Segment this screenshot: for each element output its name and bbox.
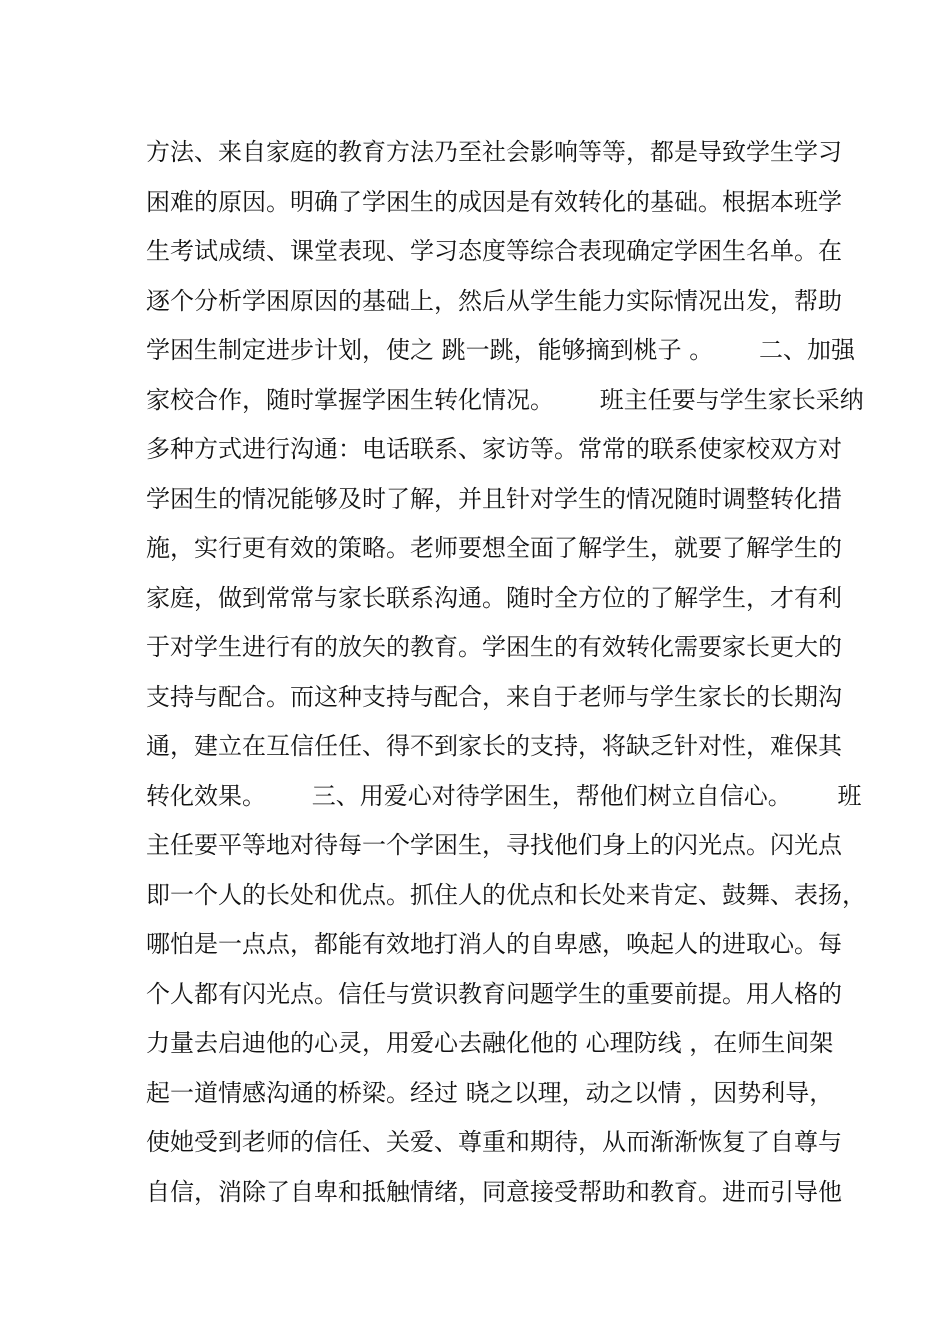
text-line: 方法、来自家庭的教育方法乃至社会影响等等，都是导致学生学习 bbox=[146, 138, 842, 166]
text-line: 学困生的情况能够及时了解，并且针对学生的情况随时调整转化措 bbox=[146, 484, 842, 513]
text-line: 使她受到老师的信任、关爱、尊重和期待，从而渐渐恢复了自尊与 bbox=[146, 1128, 842, 1156]
text-line: 生考试成绩、课堂表现、学习态度等综合表现确定学困生名单。在 bbox=[146, 237, 842, 265]
text-line: 学困生制定进步计划，使之 跳一跳，能够摘到桃子 。 二、加强 bbox=[146, 336, 856, 364]
text-line: 力量去启迪他的心灵，用爱心去融化他的 心理防线 ，在师生间架 bbox=[146, 1029, 834, 1057]
text-line: 转化效果。 三、用爱心对待学困生，帮他们树立自信心。 班 bbox=[146, 781, 862, 810]
text-line: 哪怕是一点点，都能有效地打消人的自卑感，唤起人的进取心。每 bbox=[146, 930, 842, 958]
text-line: 多种方式进行沟通：电话联系、家访等。常常的联系使家校双方对 bbox=[146, 435, 842, 463]
text-line: 逐个分析学困原因的基础上，然后从学生能力实际情况出发，帮助 bbox=[146, 286, 842, 315]
text-line: 支持与配合。而这种支持与配合，来自于老师与学生家长的长期沟 bbox=[146, 682, 842, 711]
text-line: 家校合作，随时掌握学困生转化情况。 班主任要与学生家长采纳 bbox=[146, 385, 864, 414]
text-line: 通，建立在互信任任、得不到家长的支持，将缺乏针对性，难保其 bbox=[146, 732, 842, 760]
text-line: 自信，消除了自卑和抵触情绪，同意接受帮助和教育。进而引导他 bbox=[146, 1177, 842, 1206]
text-line: 于对学生进行有的放矢的教育。学困生的有效转化需要家长更大的 bbox=[146, 633, 842, 661]
text-line: 起一道情感沟通的桥梁。经过 晓之以理，动之以情 ，因势利导， bbox=[146, 1078, 834, 1107]
body-text bbox=[146, 128, 866, 1217]
text-line: 困难的原因。明确了学困生的成因是有效转化的基础。根据本班学 bbox=[146, 187, 842, 216]
text-line: 施，实行更有效的策略。老师要想全面了解学生，就要了解学生的 bbox=[146, 534, 842, 562]
text-line: 即一个人的长处和优点。抓住人的优点和长处来肯定、鼓舞、表扬， bbox=[146, 880, 866, 909]
text-line: 主任要平等地对待每一个学困生，寻找他们身上的闪光点。闪光点 bbox=[146, 831, 842, 859]
text-line: 家庭，做到常常与家长联系沟通。随时全方位的了解学生，才有利 bbox=[146, 583, 842, 612]
text-line: 个人都有闪光点。信任与赏识教育问题学生的重要前提。用人格的 bbox=[146, 979, 842, 1008]
